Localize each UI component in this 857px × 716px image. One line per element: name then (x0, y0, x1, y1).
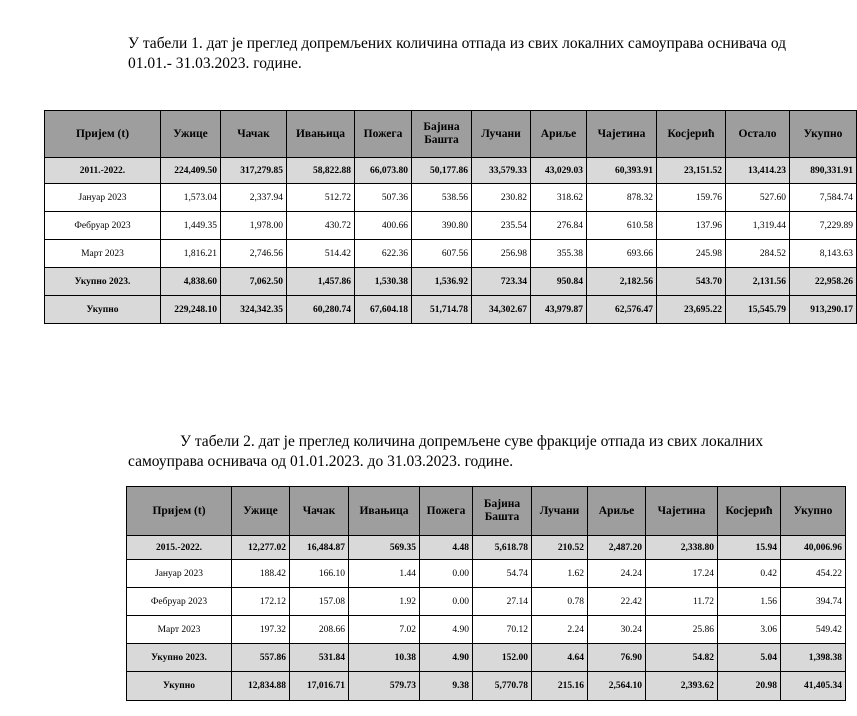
table-cell: 17.24 (646, 560, 718, 588)
table-cell: 62,576.47 (587, 296, 657, 324)
table-cell: 51,714.78 (412, 296, 472, 324)
table-cell: 13,414.23 (726, 158, 790, 184)
column-header: Бајина Башта (473, 487, 532, 536)
table-cell: 24.24 (588, 560, 646, 588)
table-cell: 723.34 (472, 268, 531, 296)
table-cell: 1,573.04 (161, 184, 221, 212)
table-cell: 41,405.34 (781, 672, 846, 701)
column-header: Чајетина (646, 487, 718, 536)
table-cell: 512.72 (287, 184, 355, 212)
intro-paragraph-table2: У табели 2. дат је преглед количина допремљене суве фракције отпада из свих локалних самоуправа оснивача од 01.01.2023. до 31.03.2023. године. (128, 433, 764, 470)
table-cell: 15.94 (718, 536, 781, 560)
table-cell: 7,584.74 (790, 184, 857, 212)
table-cell: 9.38 (420, 672, 473, 701)
column-header: Остало (726, 111, 790, 158)
table-cell: 66,073.80 (355, 158, 412, 184)
row-label: Фебруар 2023 (127, 588, 232, 616)
table-cell: 188.42 (232, 560, 290, 588)
table-cell: 1.62 (532, 560, 588, 588)
table-cell: 17,016.71 (290, 672, 349, 701)
table-cell: 5,618.78 (473, 536, 532, 560)
column-header: Ивањица (287, 111, 355, 158)
column-header: Лучани (532, 487, 588, 536)
column-header: Пријем (t) (127, 487, 232, 536)
table-cell: 913,290.17 (790, 296, 857, 324)
row-label: Фебруар 2023 (45, 212, 161, 240)
table-body (127, 487, 846, 701)
table-cell: 27.14 (473, 588, 532, 616)
table-cell: 33,579.33 (472, 158, 531, 184)
table-cell: 230.82 (472, 184, 531, 212)
table-cell: 4.48 (420, 536, 473, 560)
row-label: Јануар 2023 (45, 184, 161, 212)
column-header: Укупно (790, 111, 857, 158)
table-cell: 76.90 (588, 644, 646, 672)
table-cell: 172.12 (232, 588, 290, 616)
table-cell: 54.74 (473, 560, 532, 588)
table-cell: 1,530.38 (355, 268, 412, 296)
table-body (45, 111, 857, 324)
table-cell: 549.42 (781, 616, 846, 644)
table-cell: 1.56 (718, 588, 781, 616)
table-cell: 4,838.60 (161, 268, 221, 296)
table-cell: 60,393.91 (587, 158, 657, 184)
table-cell: 1.92 (349, 588, 420, 616)
table-cell: 8,143.63 (790, 240, 857, 268)
table-cell: 5.04 (718, 644, 781, 672)
table-row (45, 184, 857, 212)
table-row (45, 296, 857, 324)
table-cell: 7.02 (349, 616, 420, 644)
table-cell: 2,393.62 (646, 672, 718, 701)
table-cell: 514.42 (287, 240, 355, 268)
table-cell: 400.66 (355, 212, 412, 240)
table-cell: 25.86 (646, 616, 718, 644)
table-cell: 23,695.22 (657, 296, 726, 324)
table-cell: 890,331.91 (790, 158, 857, 184)
table-cell: 2,746.56 (221, 240, 287, 268)
table-cell: 2,338.80 (646, 536, 718, 560)
table-row (127, 616, 846, 644)
table-cell: 54.82 (646, 644, 718, 672)
row-label: Укупно 2023. (127, 644, 232, 672)
table-row (127, 536, 846, 560)
table-cell: 454.22 (781, 560, 846, 588)
table-cell: 1.44 (349, 560, 420, 588)
table-row (127, 672, 846, 701)
table-cell: 284.52 (726, 240, 790, 268)
column-header: Бајина Башта (412, 111, 472, 158)
column-header: Косјерић (718, 487, 781, 536)
table-cell: 355.38 (531, 240, 587, 268)
table-cell: 15,545.79 (726, 296, 790, 324)
table-cell: 1,816.21 (161, 240, 221, 268)
table-cell: 569.35 (349, 536, 420, 560)
row-label: Март 2023 (45, 240, 161, 268)
table-cell: 245.98 (657, 240, 726, 268)
table-cell: 11.72 (646, 588, 718, 616)
table-cell: 4.64 (532, 644, 588, 672)
row-label: Укупно (45, 296, 161, 324)
row-label: 2011.-2022. (45, 158, 161, 184)
table-cell: 30.24 (588, 616, 646, 644)
column-header: Лучани (472, 111, 531, 158)
table-cell: 324,342.35 (221, 296, 287, 324)
table-cell: 40,006.96 (781, 536, 846, 560)
table-cell: 256.98 (472, 240, 531, 268)
waste-delivery-table (44, 110, 857, 324)
table-cell: 693.66 (587, 240, 657, 268)
table-cell: 430.72 (287, 212, 355, 240)
table-cell: 157.08 (290, 588, 349, 616)
column-header: Пожега (420, 487, 473, 536)
table-cell: 22,958.26 (790, 268, 857, 296)
table-row (45, 240, 857, 268)
table-cell: 43,979.87 (531, 296, 587, 324)
table-cell: 7,229.89 (790, 212, 857, 240)
table-cell: 58,822.88 (287, 158, 355, 184)
table-cell: 137.96 (657, 212, 726, 240)
table-cell: 235.54 (472, 212, 531, 240)
table-cell: 543.70 (657, 268, 726, 296)
table-cell: 1,449.35 (161, 212, 221, 240)
table-cell: 318.62 (531, 184, 587, 212)
table-cell: 208.66 (290, 616, 349, 644)
table-cell: 10.38 (349, 644, 420, 672)
table-cell: 607.56 (412, 240, 472, 268)
table-cell: 1,457.86 (287, 268, 355, 296)
dry-fraction-table (126, 486, 846, 701)
table-cell: 1,398.38 (781, 644, 846, 672)
column-header: Пријем (t) (45, 111, 161, 158)
table-cell: 16,484.87 (290, 536, 349, 560)
table-cell: 317,279.85 (221, 158, 287, 184)
table-cell: 4.90 (420, 616, 473, 644)
table-cell: 12,834.88 (232, 672, 290, 701)
column-header: Пожега (355, 111, 412, 158)
column-header: Чачак (290, 487, 349, 536)
table-cell: 5,770.78 (473, 672, 532, 701)
table-cell: 20.98 (718, 672, 781, 701)
table-cell: 2,337.94 (221, 184, 287, 212)
table-cell: 2,131.56 (726, 268, 790, 296)
column-header: Косјерић (657, 111, 726, 158)
table-cell: 22.42 (588, 588, 646, 616)
table-cell: 1,319.44 (726, 212, 790, 240)
table-cell: 276.84 (531, 212, 587, 240)
table-row (127, 644, 846, 672)
column-header: Укупно (781, 487, 846, 536)
table-cell: 1,978.00 (221, 212, 287, 240)
table-cell: 3.06 (718, 616, 781, 644)
table-cell: 70.12 (473, 616, 532, 644)
column-header: Ужице (161, 111, 221, 158)
table-cell: 166.10 (290, 560, 349, 588)
table-cell: 531.84 (290, 644, 349, 672)
table-cell: 2,182.56 (587, 268, 657, 296)
row-label: Јануар 2023 (127, 560, 232, 588)
table-cell: 394.74 (781, 588, 846, 616)
header-row (127, 487, 846, 536)
table-cell: 878.32 (587, 184, 657, 212)
table-cell: 7,062.50 (221, 268, 287, 296)
table-cell: 557.86 (232, 644, 290, 672)
table-cell: 159.76 (657, 184, 726, 212)
table-row (127, 588, 846, 616)
column-header: Ужице (232, 487, 290, 536)
table-row (45, 268, 857, 296)
table-row (127, 560, 846, 588)
table-cell: 2,564.10 (588, 672, 646, 701)
table-cell: 0.78 (532, 588, 588, 616)
table-cell: 610.58 (587, 212, 657, 240)
table-cell: 34,302.67 (472, 296, 531, 324)
table-cell: 60,280.74 (287, 296, 355, 324)
table-cell: 0.00 (420, 588, 473, 616)
table-cell: 4.90 (420, 644, 473, 672)
row-label: Укупно 2023. (45, 268, 161, 296)
table-cell: 229,248.10 (161, 296, 221, 324)
row-label: 2015.-2022. (127, 536, 232, 560)
table-cell: 527.60 (726, 184, 790, 212)
table-cell: 210.52 (532, 536, 588, 560)
table-cell: 23,151.52 (657, 158, 726, 184)
table-cell: 0.00 (420, 560, 473, 588)
table-cell: 50,177.86 (412, 158, 472, 184)
table-cell: 538.56 (412, 184, 472, 212)
table-row (45, 212, 857, 240)
column-header: Чачак (221, 111, 287, 158)
table-cell: 579.73 (349, 672, 420, 701)
intro-paragraph-table1: У табели 1. дат је преглед допремљених количина отпада из свих локалних самоуправа оснивача од 01.01.- 31.03.2023. године. (128, 35, 787, 72)
table-cell: 2.24 (532, 616, 588, 644)
table-row (45, 158, 857, 184)
table-cell: 43,029.03 (531, 158, 587, 184)
table-cell: 390.80 (412, 212, 472, 240)
table-cell: 622.36 (355, 240, 412, 268)
column-header: Ариље (531, 111, 587, 158)
table-cell: 152.00 (473, 644, 532, 672)
column-header: Ивањица (349, 487, 420, 536)
table-cell: 1,536.92 (412, 268, 472, 296)
header-row (45, 111, 857, 158)
table-cell: 950.84 (531, 268, 587, 296)
row-label: Март 2023 (127, 616, 232, 644)
column-header: Ариље (588, 487, 646, 536)
table-cell: 197.32 (232, 616, 290, 644)
table-cell: 224,409.50 (161, 158, 221, 184)
table-cell: 507.36 (355, 184, 412, 212)
table-cell: 215.16 (532, 672, 588, 701)
column-header: Чајетина (587, 111, 657, 158)
row-label: Укупно (127, 672, 232, 701)
table-cell: 2,487.20 (588, 536, 646, 560)
table-cell: 12,277.02 (232, 536, 290, 560)
table-cell: 67,604.18 (355, 296, 412, 324)
table-cell: 0.42 (718, 560, 781, 588)
